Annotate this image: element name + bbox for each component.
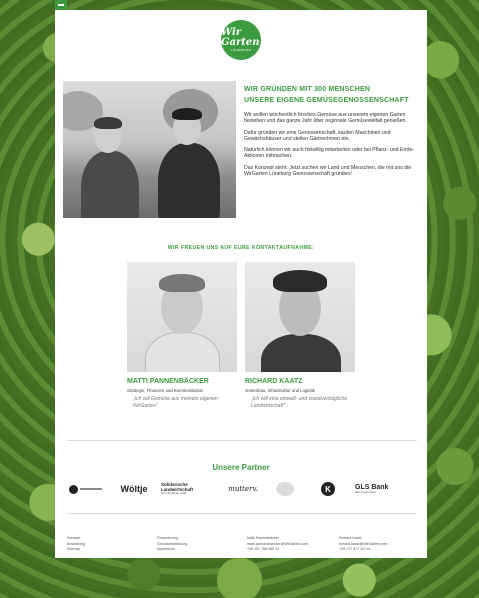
footer-text: Matti Pannenbäcker bbox=[247, 536, 279, 540]
footer-link[interactable]: Ansiedlung bbox=[67, 541, 85, 546]
footer-column bbox=[67, 536, 85, 553]
person-name: RICHARD KAATZ bbox=[245, 378, 303, 385]
person-role: Strategie, Finanzen und Kommunikation bbox=[127, 388, 204, 393]
divider bbox=[67, 513, 417, 514]
partners-heading: Unsere Partner bbox=[212, 463, 270, 472]
partner-emblem-icon bbox=[69, 485, 78, 494]
k-logo-icon: K bbox=[321, 482, 335, 496]
intro-paragraph: Wir wollen wöchentlich frisches Gemüse aus unserem eigenen Garten beziehen und das ganze Jahr über regionale Gemüsevielfalt genießen. bbox=[244, 112, 407, 125]
person-name: MATTI PANNENBÄCKER bbox=[127, 378, 209, 385]
richard-photo bbox=[245, 262, 355, 372]
person-quote: „Ich will Gemüse aus meinem eigenen WirGarten" bbox=[133, 396, 218, 409]
bird-icon bbox=[276, 482, 294, 496]
partner-logo-k[interactable] bbox=[317, 478, 339, 500]
intro-paragraph: Dafür gründen wir eine Genossenschaft, kaufen Maschinen und Gewächshäuser und stellen GärtnerInnen ein. bbox=[244, 129, 391, 142]
contact-heading: WIR FREUEN UNS AUF EURE KONTAKTAUFNAHME: bbox=[167, 245, 315, 251]
wirgarten-logo[interactable]: Wir Garten LÜNEBURG bbox=[221, 20, 261, 60]
footer-column bbox=[339, 536, 387, 553]
partner-logo-gls[interactable]: GLS Bank das macht Sinn bbox=[355, 483, 389, 494]
founders-photo bbox=[63, 81, 236, 218]
footer-text: +49 177 877 117 xx bbox=[339, 547, 371, 552]
intro-paragraph: Natürlich können wir auch freiwillig mitarbeiten oder bei Pflanz- und Ernte-Aktionen mitmachen. bbox=[244, 147, 415, 160]
intro-text bbox=[244, 112, 419, 182]
partner-logo-mutterv[interactable]: mutterv. bbox=[228, 485, 258, 493]
minus-icon bbox=[58, 4, 64, 6]
intro-title: WIR GRÜNDEN MIT 300 MENSCHEN bbox=[244, 86, 371, 93]
footer-text: Richard Kaatz bbox=[339, 536, 362, 540]
partner-logo-bird[interactable] bbox=[271, 478, 299, 500]
footer-email-link[interactable]: richard.kaatz@WirGarten.com bbox=[339, 541, 388, 546]
footer-link[interactable]: Gemüsebeziehung bbox=[157, 541, 188, 546]
footer-link[interactable]: Sitemap bbox=[67, 547, 81, 552]
footer-email-link[interactable]: matti.pannenbaecker@WirGarten.com bbox=[247, 541, 309, 546]
footer-link[interactable]: Impressum bbox=[157, 547, 175, 552]
menu-toggle-button[interactable] bbox=[55, 0, 67, 10]
intro-subtitle: UNSERE EIGENE GEMÜSEGENOSSENSCHAFT bbox=[244, 97, 409, 104]
content-panel bbox=[55, 10, 427, 558]
intro-paragraph: Das Konzept steht. Jetzt suchen wir Land und Menschen, die mit uns die WirGarten Lüneburg Genossenschaft gründen! bbox=[244, 164, 412, 178]
matti-photo bbox=[127, 262, 237, 372]
footer-text: +49 157 768 085 14 bbox=[247, 547, 280, 552]
footer-link[interactable]: Finanzierung bbox=[157, 536, 178, 540]
person-quote: „Ich will eine umwelt- und sozialverträgliche Landwirtschaft" bbox=[251, 396, 348, 409]
divider bbox=[67, 440, 417, 441]
footer-link[interactable]: Konzept bbox=[67, 536, 81, 540]
footer-column bbox=[157, 536, 187, 553]
footer-column bbox=[247, 536, 308, 553]
partner-logo-solawi[interactable]: Solidarische Landwirtschaft sich die Ernte teilen bbox=[161, 482, 194, 496]
partner-logo-1[interactable] bbox=[65, 478, 105, 500]
partner-logo-woeltje[interactable]: Wöltje bbox=[120, 484, 148, 494]
person-role: Gartenbau, Infrastruktur und Logistik bbox=[245, 388, 315, 393]
